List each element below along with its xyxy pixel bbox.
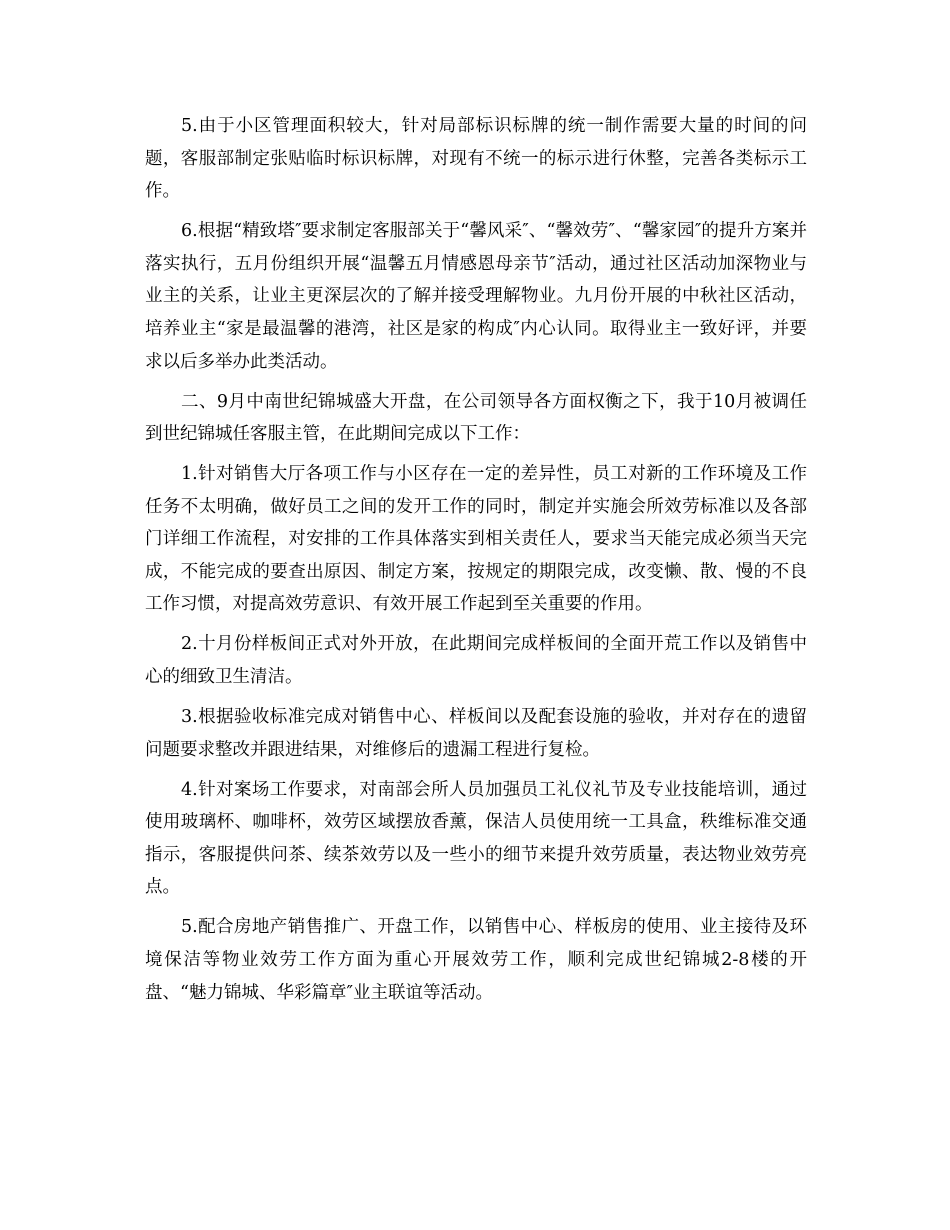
paragraph-sales-hall-standards: 1.针对销售大厅各项工作与小区存在一定的差异性，员工对新的工作环境及工作任务不太明确，做好员工之间的发开工作的同时，制定并实施会所效劳标准以及各部门详细工作流程，对安排的工作具体落实到相关责任人，要求当天能完成必须当天完成，不能完成的要查出原因、制定方案，按规定的期限完成，改变懒、散、慢的不良工作习惯，对提高效劳意识、有效开展工作起到至关重要的作用。: [145, 464, 807, 615]
paragraph-showroom-opening: 2.十月份样板间正式对外开放，在此期间完成样板间的全面开荒工作以及销售中心的细致卫生清洁。: [145, 634, 807, 688]
paragraph-sign-renovation: 5.由于小区管理面积较大，针对局部标识标牌的统一制作需要大量的时间的问题，客服部制定张贴临时标识标牌，对现有不统一的标示进行休整，完善各类标示工作。: [145, 116, 807, 202]
paragraph-sales-cooperation: 5.配合房地产销售推广、开盘工作，以销售中心、样板房的使用、业主接待及环境保洁等物业效劳工作方面为重心开展效劳工作，顺利完成世纪锦城2-8楼的开盘、“魅力锦城、华彩篇章″业主联谊等活动。: [145, 917, 807, 1003]
paragraph-section-two-intro: 二、9月中南世纪锦城盛大开盘，在公司领导各方面权衡之下，我于10月被调任到世纪锦城任客服主管，在此期间完成以下工作：: [145, 391, 807, 445]
paragraph-service-training: 4.针对案场工作要求，对南部会所人员加强员工礼仪礼节及专业技能培训，通过使用玻璃杯、咖啡杯，效劳区域摆放香薰，保洁人员使用统一工具盒，秩维标准交通指示，客服提供问茶、续茶效劳以及一些小的细节来提升效劳质量，表达物业效劳亮点。: [145, 779, 807, 898]
paragraph-community-activities: 6.根据“精致塔″要求制定客服部关于“馨风采″、“馨效劳″、“馨家园″的提升方案并落实执行，五月份组织开展“温馨五月情感恩母亲节″活动，通过社区活动加深物业与业主的关系，让业主更深层次的了解并接受理解物业。九月份开展的中秋社区活动，培养业主“家是最温馨的港湾，社区是家的构成″内心认同。取得业主一致好评，并要求以后多举办此类活动。: [145, 221, 807, 372]
document-page: [145, 110, 807, 1017]
paragraph-acceptance-inspection: 3.根据验收标准完成对销售中心、样板间以及配套设施的验收，并对存在的遗留问题要求整改并跟进结果，对维修后的遗漏工程进行复检。: [145, 707, 807, 760]
